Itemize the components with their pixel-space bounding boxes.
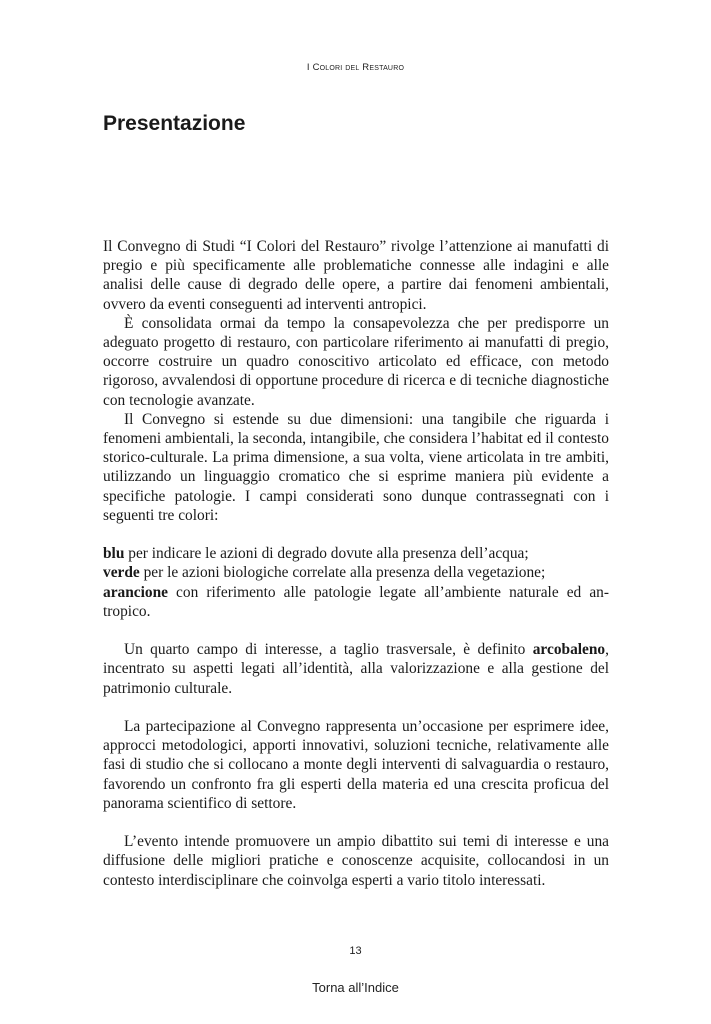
paragraph-dimensioni: Il Convegno si estende su due dimensioni: una tangibile che riguarda i fenomeni ambientali, la seconda, intangibile, che considera l’habitat ed il contesto storico-culturale. La prima dimensione, a sua volta, viene articolata in tre ambiti, utilizzando un linguaggio cromatico che si esprime maniera più evidente a specifiche patologie. I campi considerati sono dunque contrassegnati con i seguenti tre colori: bbox=[103, 410, 609, 524]
color-term-arancione: arancione bbox=[103, 583, 168, 601]
page-title: Presentazione bbox=[103, 112, 246, 135]
arcobaleno-lead: Un quarto campo di interesse, a taglio trasversale, è definito bbox=[124, 641, 533, 659]
paragraph-partecipazione: La partecipazione al Convegno rappresenta un’occasione per esprimere idee, approcci metodologici, apporti innovativi, soluzioni tecniche, relativamente alle fasi di studio che si collocano a monte degli interventi di salvaguardia o restauro, favorendo un confronto fra gli esperti della materia ed una crescita proficua del panorama scientifico di settore. bbox=[103, 718, 609, 812]
color-field-list bbox=[103, 544, 609, 621]
color-desc-blu: per indicare le azioni di degrado dovute alla presenza dell’acqua; bbox=[124, 545, 529, 563]
paragraph-evento: L’evento intende promuovere un ampio dibattito sui temi di interesse e una diffusione delle migliori pratiche e conoscenze acquisite, collocandosi in un contesto interdisciplinare che coinvolga esperti a vario titolo interessati. bbox=[103, 833, 609, 889]
arcobaleno-desc: , incentrato su aspetti legati all’identità, alla valorizzazione e alla gestione del patrimonio culturale. bbox=[103, 641, 609, 697]
running-header: I Colori del Restauro bbox=[306, 62, 405, 73]
paragraph-intro: Il Convegno di Studi “I Colori del Restauro” rivolge l’attenzione ai manufatti di pregio e più specificamente alle problematiche connesse alle indagini e alle analisi delle cause di degrado delle opere, a partire dai fenomeni ambientali, ovvero da eventi conseguenti ad interventi antropici. bbox=[103, 238, 609, 313]
color-field-blu bbox=[103, 544, 609, 563]
color-term-arcobaleno: arcobaleno bbox=[532, 641, 606, 659]
color-desc-verde: per le azioni biologiche correlate alla presenza della vegetazione; bbox=[139, 564, 546, 582]
paragraph-consapevolezza: È consolidata ormai da tempo la consapevolezza che per predisporre un adeguato progetto di restauro, con particolare riferimento ai manufatti di pregio, occorre costruire un quadro conoscitivo articolato ed efficace, con metodo rigoroso, avvalendosi di opportune procedure di ricerca e di tecniche diagnostiche con tecnologie avanzate. bbox=[103, 314, 609, 409]
body-text bbox=[103, 237, 609, 890]
page-number: 13 bbox=[349, 945, 362, 957]
color-field-verde bbox=[103, 563, 609, 582]
color-term-verde: verde bbox=[103, 564, 140, 582]
color-term-blu: blu bbox=[103, 545, 125, 563]
color-desc-arancione: con riferimento alle patologie legate all’ambiente naturale ed antropico. bbox=[103, 583, 609, 620]
color-field-arancione bbox=[103, 583, 609, 621]
paragraph-arcobaleno bbox=[103, 640, 609, 698]
back-to-index-link[interactable]: Torna all’Indice bbox=[312, 980, 399, 995]
